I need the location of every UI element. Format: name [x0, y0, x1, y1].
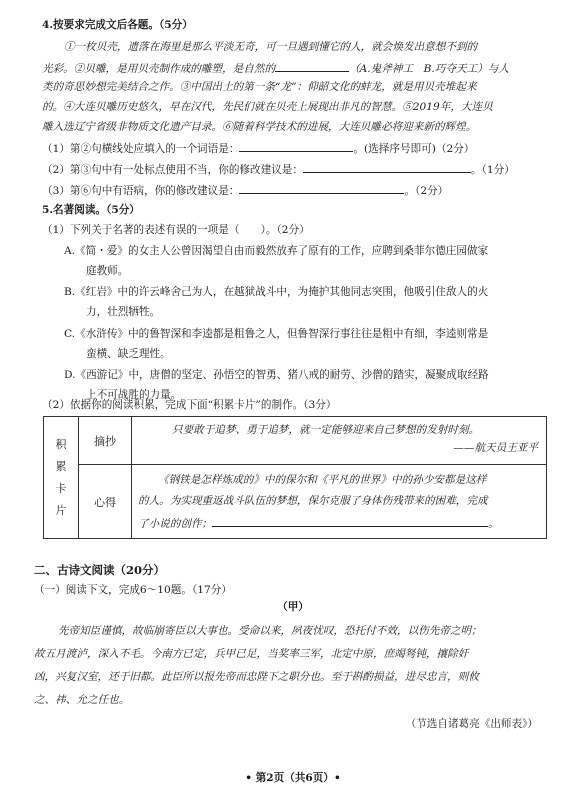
card-insight-answer[interactable]	[212, 515, 488, 527]
page-footer: • 第2页（共6页）•	[245, 772, 341, 784]
classical-text-source: （节选自诸葛亮《出师表》）	[405, 718, 538, 730]
q4-passage-line-1: ①一枚贝壳，遗落在海里是那么平淡无奇，可一旦遇到懂它的人，就会焕发出意想不到的	[64, 41, 478, 53]
card-side-char-1: 积	[55, 437, 67, 451]
card-insight-cell	[132, 465, 547, 539]
q4-sub2-text: （2）第③句中有一处标点使用不当，你的修改建议是：	[42, 164, 303, 176]
q4-passage-line-5: 雕入选辽宁省级非物质文化遗产目录。⑥随着科学技术的进展，大连贝雕必将迎来新的辉煌。	[42, 121, 477, 133]
q5-option-a-line-2: 庭教师。	[86, 265, 129, 277]
card-insight-line-3	[138, 515, 499, 531]
accumulation-card	[43, 416, 547, 539]
q5-heading: 5.名著阅读。（5分）	[42, 204, 140, 216]
card-side-char-3: 卡	[55, 481, 67, 495]
card-insight-line-2: 的人。为实现重返战斗队伍的梦想，保尔克服了身体伤残带来的困难，完成	[138, 495, 488, 507]
card-excerpt-source: ——航天员王亚平	[453, 442, 538, 454]
q4-blank-1[interactable]	[275, 60, 349, 72]
q4-sub1-text: （1）第②句横线处应填入的一个词语是：	[42, 143, 240, 155]
q5-option-c-line-2: 蛮横、缺乏理性。	[86, 348, 171, 360]
q4-sub2-answer[interactable]	[303, 161, 471, 173]
card-insight-line-1: 《钢铁是怎样炼成的》中的保尔和《平凡的世界》中的孙少安都是这样	[158, 474, 487, 486]
classical-text-line-1: 先帝知臣谨慎，故临崩寄臣以大事也。受命以来，夙夜忧叹，恐托付不效，以伤先帝之明；	[58, 625, 482, 637]
q4-sub2	[42, 161, 515, 177]
q4-sub3-tail: 。（2分）	[404, 185, 449, 197]
q4-sub1-answer[interactable]	[239, 140, 353, 152]
q4-heading: 4.按要求完成文后各题。（5分）	[42, 19, 193, 31]
section2-sub: （一）阅读下文，完成6～10题。（17分）	[34, 584, 232, 596]
q4-sub3-answer[interactable]	[239, 182, 404, 194]
q4-sub1-tail: 。(选择序号即可)（2分）	[353, 143, 475, 155]
q5-option-b-line-1: B.《红岩》中的许云峰舍己为人，在越狱战斗中，为掩护其他同志突围，他吸引住敌人的火	[64, 286, 489, 298]
q4-passage-line-2b: （A.鬼斧神工 B.巧夺天工）与人	[349, 63, 509, 75]
classical-text-line-4: 之、祎、允之任也。	[34, 694, 130, 706]
q4-sub3	[42, 182, 448, 198]
q5-option-d-line-1: D.《西游记》中，唐僧的坚定、孙悟空的智勇、猪八戒的耐劳、沙僧的踏实，凝聚成取经路	[64, 369, 489, 381]
q4-sub3-text: （3）第⑥句中有语病，你的修改建议是：	[42, 185, 240, 197]
q4-passage-line-3: 类的奇思妙想完美结合之作。③中国出土的第一条“龙”：仰韶文化的蚌龙，就是用贝壳堆起来	[42, 81, 477, 93]
card-side-label	[44, 417, 79, 539]
text-jia-heading: （甲）	[277, 601, 309, 613]
q5-option-d-line-2: 上不可战胜的力量。	[86, 389, 182, 401]
q5-option-b-line-2: 力，壮烈牺牲。	[86, 306, 161, 318]
card-excerpt-label: 摘抄	[79, 417, 132, 465]
q5-option-c-line-1: C.《水浒传》中的鲁智深和李逵都是粗鲁之人，但鲁智深行事往往是粗中有细，李逵则常是	[64, 328, 489, 340]
card-excerpt-cell	[132, 417, 547, 465]
card-insight-label: 心得	[79, 465, 132, 539]
classical-text-line-3: 凶，兴复汉室，还于旧都。此臣所以报先帝而忠陛下之职分也。至于斟酌损益，进尽忠言，则攸	[34, 671, 479, 683]
section2-title: 二、古诗文阅读（20分）	[34, 563, 166, 577]
card-excerpt-text: 只要敢于追梦、勇于追梦，就一定能够迎来自己梦想的发射时刻。	[172, 424, 480, 436]
q4-passage-line-2	[42, 60, 509, 76]
q4-sub2-tail: 。（1分）	[471, 164, 515, 176]
card-insight-line-3-text: 了小说的创作；	[138, 518, 213, 530]
card-side-char-4: 片	[55, 503, 67, 517]
q4-passage-line-2a: 光彩。②贝雕，是用贝壳制作成的雕塑，是自然的	[42, 63, 276, 75]
q5-option-a-line-1: A.《简・爱》的女主人公曾因渴望自由而毅然放弃了原有的工作，应聘到桑菲尔德庄园做家	[64, 245, 489, 257]
q4-passage-line-4: 的。④大连贝雕历史悠久，早在汉代，先民们就在贝壳上展现出非凡的智慧。⑤2019年，大连贝	[42, 101, 493, 113]
q5-sub2: （2）依据你的阅读积累，完成下面“积累卡片”的制作。（3分）	[42, 399, 337, 411]
card-side-char-2: 累	[55, 459, 67, 473]
classical-text-line-2: 故五月渡泸，深入不毛。今南方已定，兵甲已足，当奖率三军，北定中原，庶竭驽钝，攘除奸	[34, 648, 469, 660]
q5-sub1: （1）下列关于名著的表述有误的一项是（ ）。（2分）	[42, 224, 310, 236]
card-insight-end: 。	[488, 518, 499, 530]
q4-sub1	[42, 140, 474, 156]
